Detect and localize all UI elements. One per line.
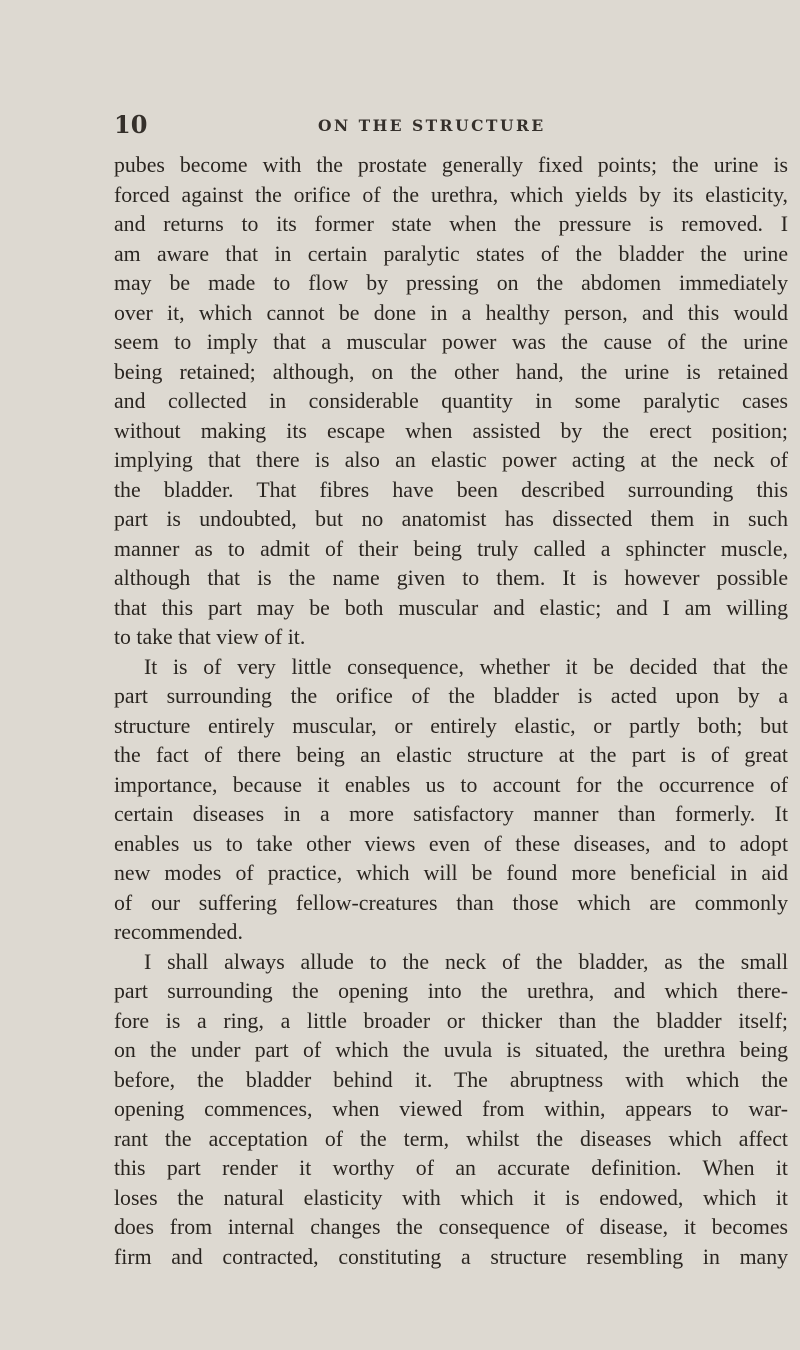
text-line: am aware that in certain paralytic states of the bladder the urine	[114, 241, 788, 266]
text-line: structure entirely muscular, or entirely elastic, or partly both; but	[114, 713, 788, 738]
text-line: may be made to flow by pressing on the abdomen immediately	[114, 271, 788, 295]
text-line: and returns to its former state when the pressure is removed. I	[114, 212, 788, 236]
text-line: It is of very little consequence, whether it be decided that the	[144, 654, 788, 679]
text-line: forced against the orifice of the urethra, which yields by its elasticity,	[114, 182, 788, 207]
text-line: firm and contracted, constituting a structure resembling in many	[114, 1244, 788, 1269]
text-line: the fact of there being an elastic structure at the part is of great	[114, 743, 788, 767]
text-line: part is undoubted, but no anatomist has dissected them in such	[114, 507, 788, 531]
page-header	[0, 110, 800, 140]
text-line: enables us to take other views even of these diseases, and to adopt	[114, 831, 788, 856]
text-line: implying that there is also an elastic power acting at the neck of	[114, 448, 788, 472]
text-line: without making its escape when assisted by the erect position;	[114, 418, 788, 443]
text-line: importance, because it enables us to account for the occurrence of	[114, 772, 788, 797]
text-line: opening commences, when viewed from within, appears to war-	[114, 1097, 788, 1121]
text-line: rant the acceptation of the term, whilst the diseases which affect	[114, 1126, 788, 1151]
text-line: I shall always allude to the neck of the bladder, as the small	[144, 949, 788, 974]
running-head: ON THE STRUCTURE	[318, 116, 546, 135]
page-number: 10	[114, 110, 148, 139]
text-line: recommended.	[114, 920, 243, 944]
text-line: of our suffering fellow-creatures than those which are commonly	[114, 890, 788, 915]
text-line: manner as to admit of their being truly called a sphincter muscle,	[114, 536, 788, 561]
text-line: the bladder. That fibres have been described surrounding this	[114, 477, 788, 502]
text-line: part surrounding the orifice of the bladder is acted upon by a	[114, 684, 788, 708]
text-line: this part render it worthy of an accurate definition. When it	[114, 1156, 788, 1180]
text-line: although that is the name given to them. It is however possible	[114, 566, 788, 590]
text-line: does from internal changes the consequence of disease, it becomes	[114, 1215, 788, 1239]
text-line: that this part may be both muscular and elastic; and I am willing	[114, 595, 788, 620]
body-text	[114, 151, 788, 1272]
text-line: to take that view of it.	[114, 625, 306, 649]
text-line: on the under part of which the uvula is situated, the urethra being	[114, 1038, 788, 1062]
text-line: certain diseases in a more satisfactory manner than formerly. It	[114, 802, 788, 826]
text-line: pubes become with the prostate generally fixed points; the urine is	[114, 153, 788, 177]
text-line: loses the natural elasticity with which it is endowed, which it	[114, 1185, 788, 1210]
text-line: fore is a ring, a little broader or thicker than the bladder itself;	[114, 1008, 788, 1033]
text-line: over it, which cannot be done in a healthy person, and this would	[114, 300, 788, 325]
text-line: and collected in considerable quantity in some paralytic cases	[114, 389, 788, 413]
text-line: before, the bladder behind it. The abruptness with which the	[114, 1067, 788, 1092]
text-line: new modes of practice, which will be found more beneficial in aid	[114, 861, 788, 885]
text-line: being retained; although, on the other hand, the urine is retained	[114, 359, 788, 384]
text-line: seem to imply that a muscular power was the cause of the urine	[114, 330, 788, 354]
text-line: part surrounding the opening into the urethra, and which there-	[114, 979, 788, 1003]
